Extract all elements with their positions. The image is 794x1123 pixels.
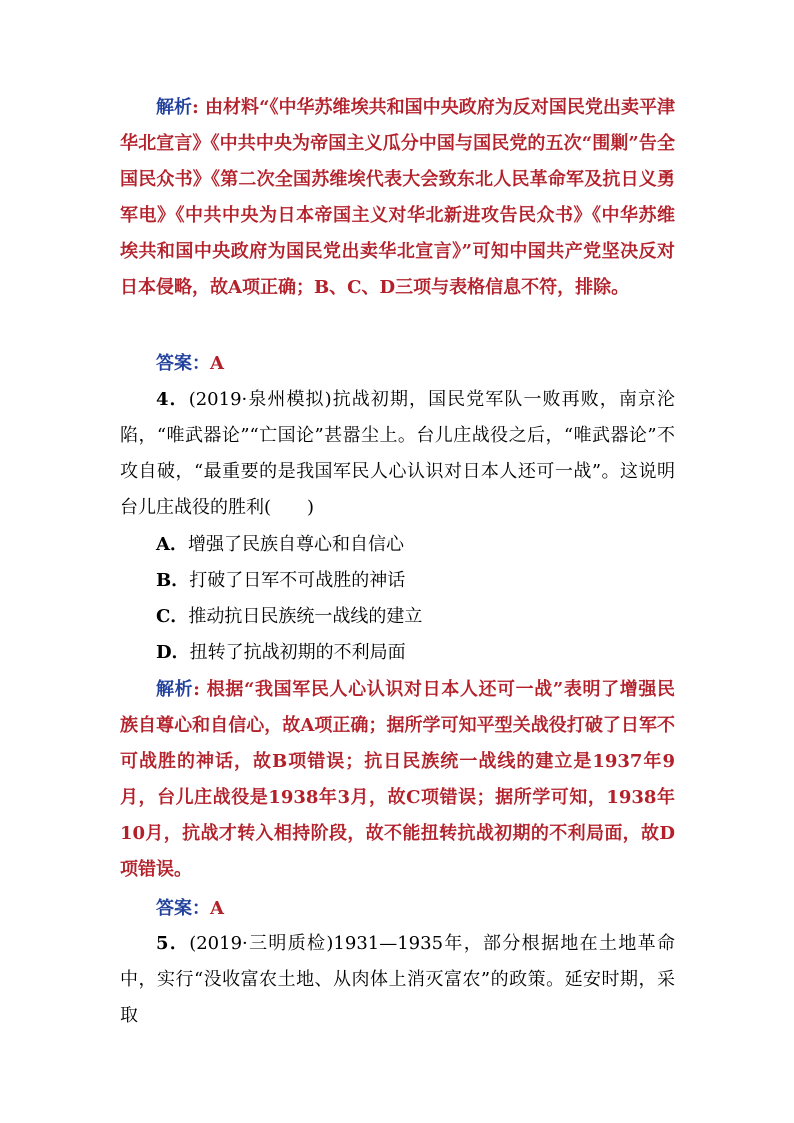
option-d-text: 扭转了抗战初期的不利局面: [189, 642, 406, 663]
question-4-number: 4．: [156, 389, 189, 410]
question-5-text: (2019·三明质检)1931—1935年，部分根据地在土地革命中，实行“没收富农土地、从肉体上消灭富农”的政策。延安时期，采取: [120, 933, 675, 1026]
analysis-4-text: : 根据“我国军民人心认识对日本人还可一战”表明了增强民族自尊心和自信心，故A项正确；据所学可知平型关战役打破了日军不可战胜的神话，故B项错误；抗日民族统一战线的建立是1937年9月，台儿庄战役是1938年3月，故C项错误；据所学可知，1938年10月，抗战才转入相持阶段，故不能扭转抗战初期的不利局面，故D项错误。: [120, 679, 675, 880]
answer-4-value: A: [210, 898, 224, 919]
option-b-letter: B．: [156, 570, 190, 591]
answer-3-value: A: [210, 353, 224, 374]
answer-4-label: 答案：: [156, 898, 210, 919]
option-c-letter: C．: [156, 606, 189, 627]
option-d: [156, 635, 406, 671]
option-a-text: 增强了民族自尊心和自信心: [187, 534, 404, 555]
question-5-number: 5．: [156, 933, 190, 954]
analysis-3-label: 解析: [156, 97, 193, 118]
question-5-stem: [120, 926, 675, 1034]
analysis-4-label: 解析: [156, 679, 194, 700]
option-c: [156, 599, 422, 635]
analysis-3: [120, 90, 675, 306]
analysis-3-text: : 由材料“《中华苏维埃共和国中央政府为反对国民党出卖平津华北宣言》《中共中央为帝国主义瓜分中国与国民党的五次“围剿”告全国民众书》《第二次全国苏维埃代表大会致东北人民革命军及抗日义勇军电》《中共中央为日本帝国主义对华北新进攻告民众书》《中华苏维埃共和国中央政府为国民党出卖华北宣言》”可知中国共产党坚决反对日本侵略，故A项正确；B、C、D三项与表格信息不符，排除。: [120, 97, 676, 298]
option-a: [156, 527, 404, 563]
analysis-4: [120, 672, 675, 888]
option-c-text: 推动抗日民族统一战线的建立: [188, 606, 423, 627]
answer-3: [120, 346, 675, 382]
option-a-letter: A．: [156, 534, 188, 555]
option-d-letter: D．: [156, 642, 190, 663]
question-4-stem: [120, 382, 675, 526]
option-b: [156, 563, 405, 599]
answer-4: [120, 891, 675, 927]
answer-3-label: 答案：: [156, 353, 210, 374]
option-b-text: 打破了日军不可战胜的神话: [189, 570, 406, 591]
question-4-text: (2019·泉州模拟)抗战初期，国民党军队一败再败，南京沦陷，“唯武器论”“亡国论”甚嚣尘上。台儿庄战役之后，“唯武器论”不攻自破，“最重要的是我国军民人心认识对日本人还可一战”。这说明台儿庄战役的胜利( ): [120, 389, 675, 518]
